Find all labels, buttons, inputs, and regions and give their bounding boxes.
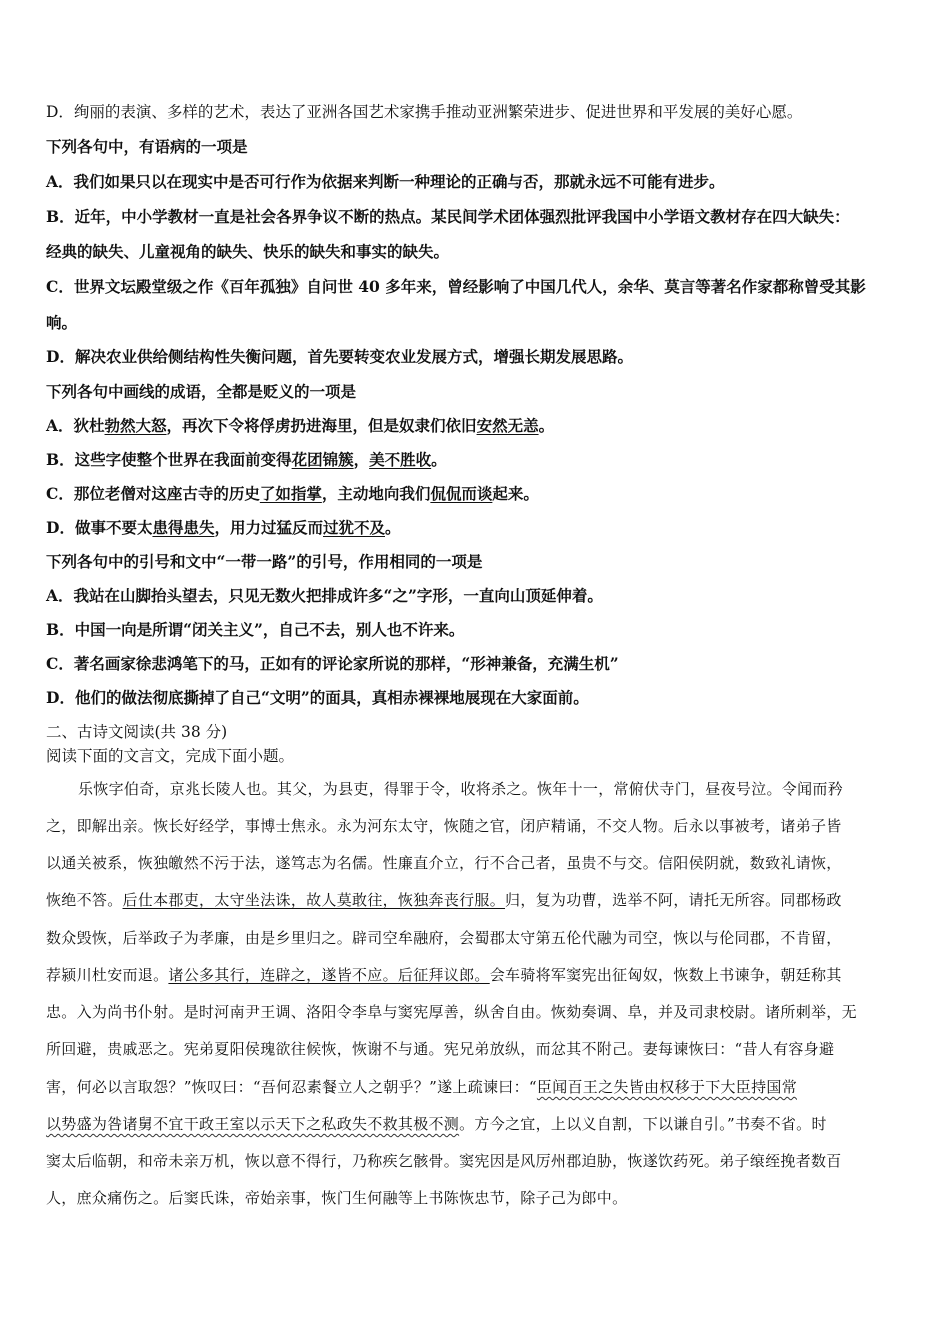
underlined-idiom: 美不胜收: [369, 450, 432, 469]
passage-line: 窦太后临朝，和帝未亲万机，恢以意不得行，乃称疾乞骸骨。窦宪因是风厉州郡迫胁，恢遂饮药死。弟子缞绖挽者数百: [46, 1152, 842, 1170]
underlined-idiom: 侃侃而谈: [430, 484, 493, 503]
underlined-idiom: 患得患失: [152, 518, 215, 537]
q4-option-a: A．我站在山脚抬头望去，只见无数火把排成许多“之”字形，一直向山顶延伸着。: [46, 586, 603, 605]
underlined-sentence: 诸公多其行，连辟之，遂皆不应。后征拜议郎。: [168, 966, 490, 984]
q2-option-c-line1: C．世界文坛殿堂级之作《百年孤独》自问世 40 多年来，曾经影响了中国几代人，余华、莫言等著名作家都称曾受其影: [46, 277, 866, 296]
wavy-underlined-sentence: 臣闻百王之失皆由权移于下大臣持国常: [536, 1078, 797, 1096]
passage-line: 人，庶众痛伤之。后窦氏诛，帝始亲事，恢门生何融等上书陈恢忠节，除子己为郎中。: [46, 1189, 628, 1207]
q3-option-d: D．做事不要太患得患失，用力过猛反而过犹不及。: [46, 518, 401, 537]
q3-stem: 下列各句中画线的成语，全都是贬义的一项是: [46, 382, 357, 401]
q3-option-c: C．那位老僧对这座古寺的历史了如指掌，主动地向我们侃侃而谈起来。: [46, 484, 539, 503]
passage-line: 恢绝不答。后仕本郡吏，太守坐法诛，故人莫敢往，恢独奔丧行服。归，复为功曹，选举不阿，请托无所容。同郡杨政: [46, 891, 842, 909]
q2-option-b-line2: 经典的缺失、儿童视角的缺失、快乐的缺失和事实的缺失。: [46, 242, 450, 261]
underlined-idiom: 过犹不及: [322, 518, 385, 537]
passage-line: 以通关被系，恢独皦然不污于法，遂笃志为名儒。性廉直介立，行不合己者，虽贵不与交。信阳侯阴就，数致礼请恢，: [46, 854, 842, 872]
section-title: 二、古诗文阅读(共 38 分): [46, 723, 228, 741]
reading-instruction: 阅读下面的文言文，完成下面小题。: [46, 747, 295, 765]
passage-line: 所回避，贵戚恶之。宪弟夏阳侯瑰欲往候恢，恢谢不与通。宪兄弟放纵，而忿其不附己。妻每谏恢曰：“昔人有容身避: [46, 1040, 835, 1058]
passage-line: 乐恢字伯奇，京兆长陵人也。其父，为县吏，得罪于令，收将杀之。恢年十一，常俯伏寺门，昼夜号泣。令闻而矜: [78, 780, 844, 798]
underlined-idiom: 了如指掌: [259, 484, 322, 503]
q3-option-b: B．这些字使整个世界在我面前变得花团锦簇，美不胜收。: [46, 450, 447, 469]
q2-option-a: A．我们如果只以在现实中是否可行作为依据来判断一种理论的正确与否，那就永远不可能有进步。: [46, 172, 725, 191]
passage-line: 数众毁恢，后举政子为孝廉，由是乡里归之。辟司空牟融府，会蜀郡太守第五伦代融为司空，恢以与伦同郡，不肯留，: [46, 929, 842, 947]
q4-option-b: B．中国一向是所谓“闭关主义”，自己不去，别人也不许来。: [46, 620, 465, 639]
passage-line: 忠。入为尚书仆射。是时河南尹王调、洛阳令李阜与窦宪厚善，纵舍自由。恢劾奏调、阜，并及司隶校尉。诸所刺举，无: [46, 1003, 857, 1021]
q2-stem: 下列各句中，有语病的一项是: [46, 137, 248, 156]
underlined-sentence: 后仕本郡吏，太守坐法诛，故人莫敢往，恢独奔丧行服。: [122, 891, 506, 909]
q2-option-b-line1: B．近年，中小学教材一直是社会各界争议不断的热点。某民间学术团体强烈批评我国中小学语文教材存在四大缺失：: [46, 207, 850, 226]
underlined-idiom: 勃然大怒: [104, 416, 167, 435]
q2-option-c-line2: 响。: [46, 313, 78, 332]
passage-line: 荐颍川杜安而退。诸公多其行，连辟之，遂皆不应。后征拜议郎。会车骑将军窦宪出征匈奴，恢数上书谏争，朝廷称其: [46, 966, 842, 984]
underlined-idiom: 花团锦簇: [291, 450, 354, 469]
q1-option-d: D．绚丽的表演、多样的艺术，表达了亚洲各国艺术家携手推动亚洲繁荣进步、促进世界和平发展的美好心愿。: [46, 103, 803, 121]
passage-line: 之，即解出亲。恢长好经学，事博士焦永。永为河东太守，恢随之官，闭庐精诵，不交人物。后永以事被考，诸弟子皆: [46, 817, 842, 835]
underlined-idiom: 安然无恙: [476, 416, 539, 435]
wavy-underlined-sentence: 以势盛为咎诸舅不宜干政王室以示天下之私政失不救其极不测: [46, 1115, 460, 1133]
q2-option-d: D．解决农业供给侧结构性失衡问题，首先要转变农业发展方式，增强长期发展思路。: [46, 347, 633, 366]
q4-stem: 下列各句中的引号和文中“一带一路”的引号，作用相同的一项是: [46, 552, 483, 571]
q4-option-d: D．他们的做法彻底撕掉了自己“文明”的面具，真相赤裸裸地展现在大家面前。: [46, 688, 589, 707]
passage-line: 以势盛为咎诸舅不宜干政王室以示天下之私政失不救其极不测。方今之宜，上以义自割，下以谦自引。”书奏不省。时: [46, 1115, 827, 1133]
q4-option-c: C．著名画家徐悲鸿笔下的马，正如有的评论家所说的那样，“形神兼备，充满生机”: [46, 654, 619, 673]
passage-line: 害，何必以言取怨？”恢叹曰：“吾何忍素餐立人之朝乎？”遂上疏谏曰：“臣闻百王之失皆由权移于下大臣持国常: [46, 1078, 797, 1096]
q3-option-a: A．狄杜勃然大怒，再次下令将俘虏扔进海里，但是奴隶们依旧安然无恙。: [46, 416, 555, 435]
